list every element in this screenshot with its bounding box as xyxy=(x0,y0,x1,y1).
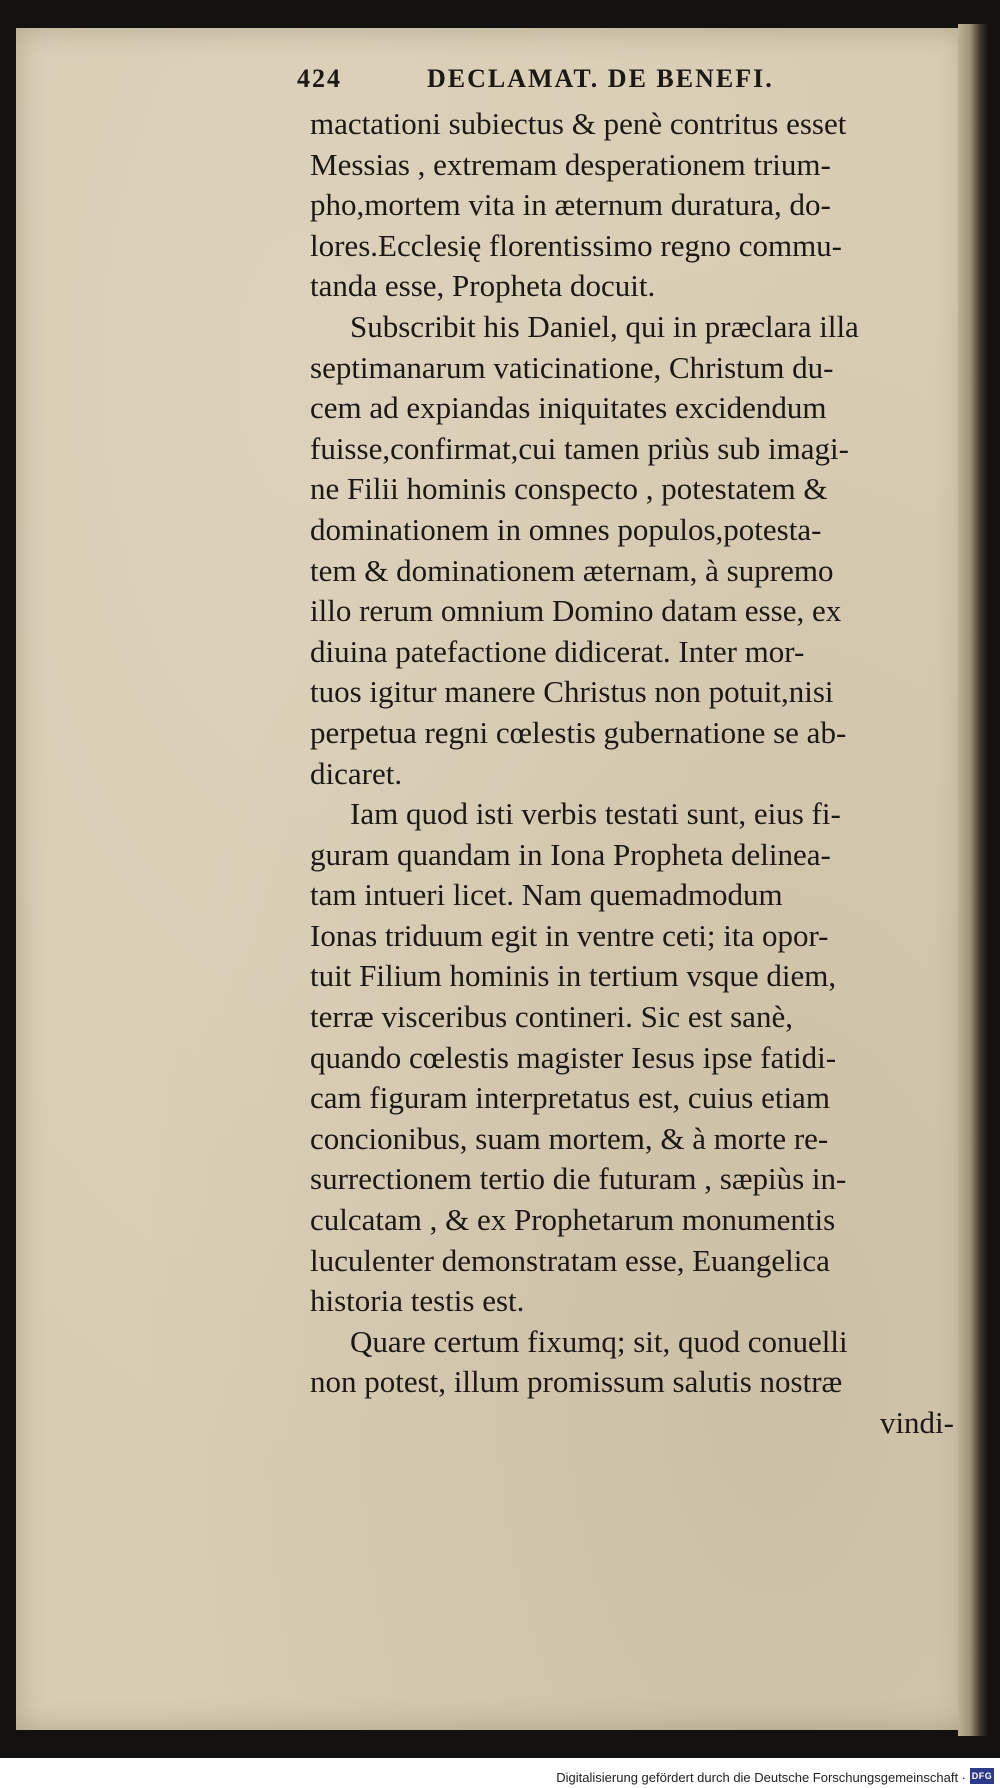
text-line: pho,mortem vita in æternum duratura, do- xyxy=(310,187,831,223)
text-line: tem & dominationem æternam, à supremo xyxy=(310,552,834,588)
text-line: lores.Ecclesię florentissimo regno commu- xyxy=(310,227,843,263)
text-line: Messias , extremam desperationem trium- xyxy=(310,146,831,182)
text-line: concionibus, suam mortem, & à morte re- xyxy=(310,1120,829,1156)
text-line: septimanarum vaticinatione, Christum du- xyxy=(310,349,834,385)
text-line: quando cœlestis magister Iesus ipse fatidi- xyxy=(310,1039,837,1075)
text-line: dicaret. xyxy=(310,755,403,791)
text-line: tuit Filium hominis in tertium vsque diem, xyxy=(310,958,837,994)
text-line: Iam quod isti verbis testati sunt, eius fi- xyxy=(350,796,841,832)
text-line: diuina patefactione didicerat. Inter mor- xyxy=(310,633,805,669)
running-title: DECLAMAT. DE BENEFI. xyxy=(427,64,774,93)
digitization-credit: Digitalisierung gefördert durch die Deutsche Forschungsgemeinschaft · xyxy=(556,1770,966,1785)
text-line: guram quandam in Iona Propheta delinea- xyxy=(310,836,831,872)
text-line: terræ visceribus contineri. Sic est sanè, xyxy=(310,999,793,1035)
text-line: dominationem in omnes populos,potesta- xyxy=(310,511,822,547)
text-line: tanda esse, Propheta docuit. xyxy=(310,268,656,304)
text-line: surrectionem tertio die futuram , sæpiùs in- xyxy=(310,1161,847,1197)
text-line: non potest, illum promissum salutis nostræ xyxy=(310,1364,843,1400)
running-head xyxy=(297,64,957,104)
text-line: illo rerum omnium Domino datam esse, ex xyxy=(310,593,842,629)
text-line: perpetua regni cœlestis gubernatione se ab- xyxy=(310,714,847,750)
text-line: ne Filii hominis conspecto , potestatem & xyxy=(310,471,828,507)
catchword: vindi- xyxy=(879,1405,954,1440)
text-line: culcatam , & ex Prophetarum monumentis xyxy=(310,1202,836,1238)
text-line: historia testis est. xyxy=(310,1283,525,1319)
dfg-logo-icon: DFG xyxy=(970,1768,994,1784)
text-line: cem ad expiandas iniquitates excidendum xyxy=(310,390,827,426)
text-line: mactationi subiectus & penè contritus esset xyxy=(310,106,847,141)
page-edge xyxy=(958,24,988,1736)
text-line: cam figuram interpretatus est, cuius etiam xyxy=(310,1080,830,1116)
text-line: tam intueri licet. Nam quemadmodum xyxy=(310,877,783,913)
text-line: luculenter demonstratam esse, Euangelica xyxy=(310,1242,830,1278)
text-line: tuos igitur manere Christus non potuit,nisi xyxy=(310,674,834,710)
body-text xyxy=(310,104,960,1444)
text-line: Subscribit his Daniel, qui in præclara illa xyxy=(350,308,859,344)
page-number: 424 xyxy=(297,64,342,93)
text-line: Ionas triduum egit in ventre ceti; ita opor- xyxy=(310,917,829,953)
text-line: fuisse,confirmat,cui tamen priùs sub imagi- xyxy=(310,430,849,466)
text-line: Quare certum fixumq; sit, quod conuelli xyxy=(350,1323,848,1359)
